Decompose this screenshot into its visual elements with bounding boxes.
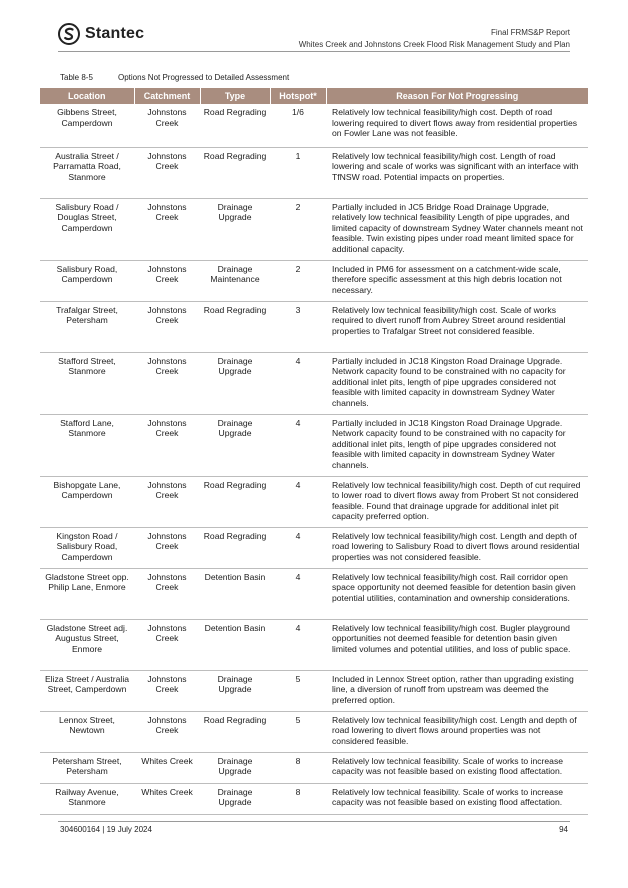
report-title: Final FRMS&P Report [491,28,570,37]
table-row [40,198,588,260]
row-reason: Partially included in JC18 Kingston Road Drainage Upgrade. Network capacity found to be constrained with no capacity for additional inlet pits, length of pipe upgrades considered not feasible with limited capacity in downstream Sydney Water channels. [326,352,588,414]
column-header-location: Location [40,88,134,104]
table-row [40,414,588,476]
company-name: Stantec [85,25,145,42]
row-reason: Relatively low technical feasibility. Scale of works to increase capacity was not feasible based on existing flood affectation. [326,783,588,814]
options-table-container [40,88,588,815]
row-type: Drainage Upgrade [200,783,270,814]
document-reference: 304600164 | 19 July 2024 [60,825,152,834]
table-row [40,527,588,568]
row-hotspot: 5 [270,711,326,752]
row-reason: Relatively low technical feasibility/high cost. Bugler playground opportunities not deemed feasible for detention basin given limited volumes and potential utilities, and loss of public space. [326,619,588,670]
row-type: Road Regrading [200,711,270,752]
row-catchment: Johnstons Creek [134,352,200,414]
row-hotspot: 4 [270,414,326,476]
row-type: Road Regrading [200,527,270,568]
row-catchment: Johnstons Creek [134,619,200,670]
column-header-type: Type [200,88,270,104]
row-type: Drainage Upgrade [200,414,270,476]
row-location: Australia Street / Parramatta Road, Stanmore [40,147,134,198]
row-type: Drainage Upgrade [200,352,270,414]
row-location: Gibbens Street, Camperdown [40,104,134,147]
table-header-row [40,88,588,104]
table-row [40,619,588,670]
table-row [40,147,588,198]
table-caption-text: Options Not Progressed to Detailed Assessment [118,73,290,82]
row-reason: Relatively low technical feasibility/high cost. Depth of cut required to lower road to divert flows away from Probert St not considered feasible. Found that drainage upgrade for additional inlet pit capacity preferred option. [326,476,588,527]
row-location: Stafford Street, Stanmore [40,352,134,414]
row-catchment: Johnstons Creek [134,301,200,352]
row-reason: Included in Lennox Street option, rather than upgrading existing line, a diversion of runoff from upstream was deemed the preferred option. [326,670,588,711]
row-location: Stafford Lane, Stanmore [40,414,134,476]
company-logo [58,22,144,46]
row-hotspot: 4 [270,352,326,414]
row-hotspot: 2 [270,198,326,260]
report-subtitle: Whites Creek and Johnstons Creek Flood Risk Management Study and Plan [298,40,570,49]
options-table [40,88,588,815]
row-reason: Relatively low technical feasibility/high cost. Length and depth of road lowering to divert flows around properties was not considered feasible. [326,711,588,752]
row-type: Road Regrading [200,476,270,527]
row-type: Road Regrading [200,104,270,147]
row-location: Petersham Street, Petersham [40,752,134,783]
row-location: Trafalgar Street, Petersham [40,301,134,352]
row-type: Road Regrading [200,301,270,352]
row-location: Salisbury Road / Douglas Street, Camperdown [40,198,134,260]
row-hotspot: 3 [270,301,326,352]
row-catchment: Johnstons Creek [134,414,200,476]
row-catchment: Johnstons Creek [134,711,200,752]
table-row [40,260,588,301]
table-row [40,752,588,783]
row-type: Detention Basin [200,619,270,670]
row-reason: Relatively low technical feasibility. Scale of works to increase capacity was not feasible based on existing flood affectation. [326,752,588,783]
row-hotspot: 1/6 [270,104,326,147]
footer-divider [58,821,570,822]
row-hotspot: 4 [270,476,326,527]
row-reason: Relatively low technical feasibility/high cost. Scale of works required to divert runoff from Aubrey Street around residential properties to Trafalgar Street not considered feasible. [326,301,588,352]
row-reason: Relatively low technical feasibility/high cost. Rail corridor open space opportunity not deemed feasible for detention basin given potential utilities, contamination and ownership considerations. [326,568,588,619]
row-hotspot: 4 [270,619,326,670]
column-header-hotspot: Hotspot* [270,88,326,104]
table-number: Table 8-5 [60,73,93,82]
row-type: Detention Basin [200,568,270,619]
table-row [40,352,588,414]
row-location: Lennox Street, Newtown [40,711,134,752]
row-reason: Partially included in JC18 Kingston Road Drainage Upgrade. Network capacity found to be constrained with no capacity for additional inlet pits, length of pipe upgrades considered not feasible with limited capacity in downstream Sydney Water channels. [326,414,588,476]
row-location: Gladstone Street opp. Philip Lane, Enmore [40,568,134,619]
row-reason: Relatively low technical feasibility/high cost. Length of road lowering and scale of works was significant with an interface with TfNSW road. Potential impacts on properties. [326,147,588,198]
row-type: Drainage Upgrade [200,670,270,711]
row-location: Kingston Road / Salisbury Road, Camperdown [40,527,134,568]
row-reason: Relatively low technical feasibility/high cost. Depth of road lowering required to divert flows away from residential properties on Fowler Lane was not feasible. [326,104,588,147]
page-number: 94 [559,825,568,834]
table-row [40,104,588,147]
row-catchment: Whites Creek [134,752,200,783]
table-row [40,711,588,752]
row-location: Railway Avenue, Stanmore [40,783,134,814]
table-caption [60,73,289,82]
row-hotspot: 4 [270,527,326,568]
row-location: Gladstone Street adj. Augustus Street, Enmore [40,619,134,670]
row-reason: Included in PM6 for assessment on a catchment-wide scale, therefore specific assessment at this high debris location not necessary. [326,260,588,301]
row-location: Eliza Street / Australia Street, Camperdown [40,670,134,711]
row-hotspot: 2 [270,260,326,301]
row-hotspot: 5 [270,670,326,711]
row-catchment: Johnstons Creek [134,104,200,147]
row-catchment: Johnstons Creek [134,147,200,198]
row-hotspot: 1 [270,147,326,198]
column-header-catchment: Catchment [134,88,200,104]
column-header-reason: Reason For Not Progressing [326,88,588,104]
row-catchment: Johnstons Creek [134,527,200,568]
row-location: Salisbury Road, Camperdown [40,260,134,301]
row-location: Bishopgate Lane, Camperdown [40,476,134,527]
row-catchment: Johnstons Creek [134,198,200,260]
table-row [40,568,588,619]
row-reason: Partially included in JC5 Bridge Road Drainage Upgrade, relatively low technical feasibility Length of pipe upgrades, and limited capacity of downstream Sydney Water channels meant not feasible. Twin existing pipes under road meant limited space for additional capacity. [326,198,588,260]
row-catchment: Johnstons Creek [134,670,200,711]
stantec-logo-icon [58,23,80,45]
row-reason: Relatively low technical feasibility/high cost. Length and depth of road lowering to Salisbury Road to divert flows around residential properties was not considered feasible. [326,527,588,568]
row-type: Road Regrading [200,147,270,198]
header-divider [58,51,570,52]
table-row [40,670,588,711]
table-row [40,783,588,814]
row-hotspot: 8 [270,752,326,783]
row-hotspot: 4 [270,568,326,619]
row-catchment: Johnstons Creek [134,260,200,301]
row-type: Drainage Upgrade [200,752,270,783]
row-hotspot: 8 [270,783,326,814]
row-catchment: Whites Creek [134,783,200,814]
table-row [40,476,588,527]
row-catchment: Johnstons Creek [134,476,200,527]
row-catchment: Johnstons Creek [134,568,200,619]
table-body [40,104,588,814]
row-type: Drainage Upgrade [200,198,270,260]
row-type: Drainage Maintenance [200,260,270,301]
table-row [40,301,588,352]
